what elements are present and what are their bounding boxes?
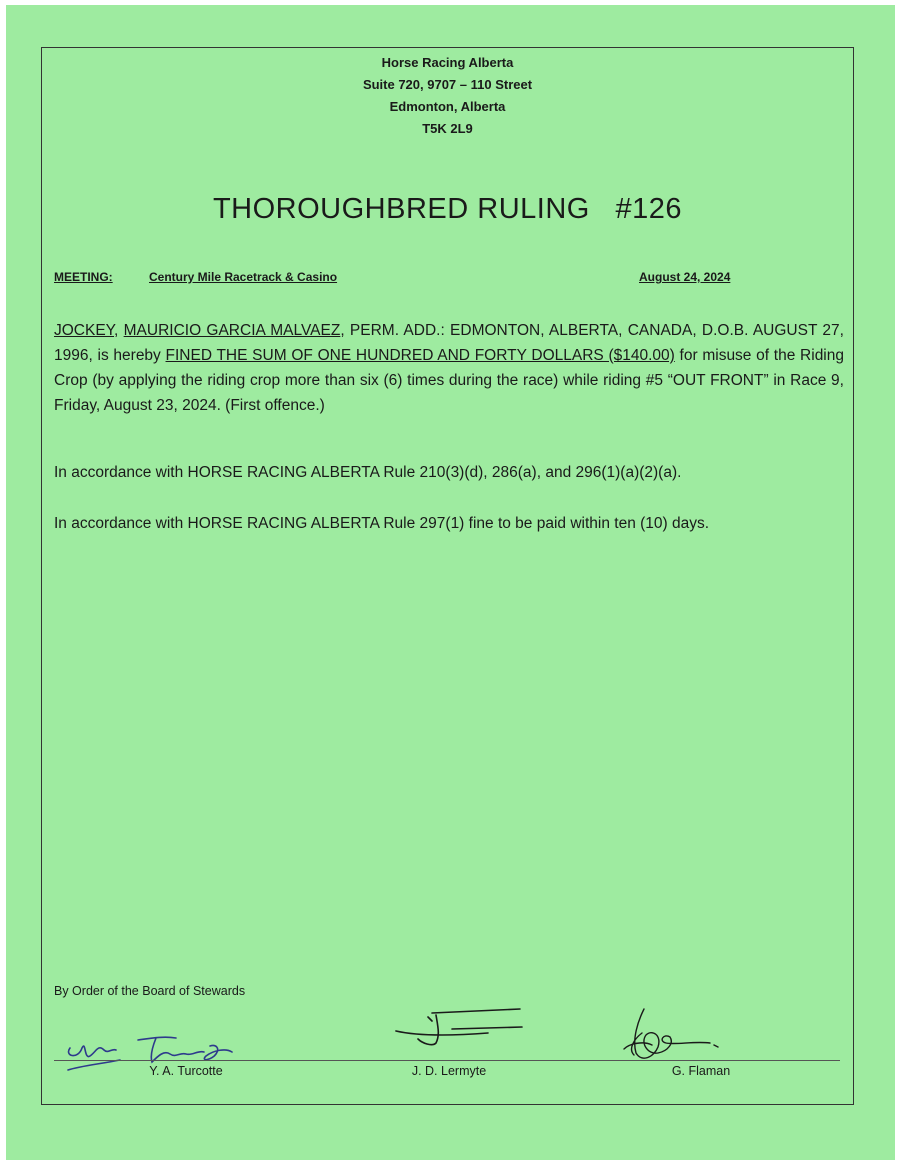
org-city: Edmonton, Alberta [389, 99, 506, 114]
steward-name-2: J. D. Lermyte [411, 1064, 487, 1078]
steward-name-3: G. Flaman [671, 1064, 731, 1078]
order-text: By Order of the Board of Stewards [54, 984, 246, 998]
rule-paragraph-2: In accordance with HORSE RACING ALBERTA Rule 297(1) fine to be paid within ten (10) days. [54, 515, 710, 532]
meeting-date: August 24, 2024 [639, 270, 731, 284]
meeting-label: MEETING: [54, 270, 113, 284]
lermyte-signature [392, 1003, 532, 1053]
document-sheet [6, 5, 895, 1160]
org-name: Horse Racing Alberta [381, 55, 514, 70]
ruling-paragraph [54, 318, 844, 418]
steward-name-1: Y. A. Turcotte [149, 1064, 223, 1078]
flaman-signature [614, 1003, 734, 1073]
ruling-sep: , [114, 322, 124, 339]
ruling-details: for misuse of the Riding Crop (by applying the riding crop more than six (6) times during the race) while riding #5 “OUT FRONT” in Race 9, Friday, August 23, 2024. (First offence.) [54, 347, 844, 414]
ruling-role: JOCKEY [54, 322, 115, 339]
meeting-venue: Century Mile Racetrack & Casino [149, 270, 338, 284]
page-title: THOROUGHBRED RULING #126 [212, 193, 683, 225]
rule-paragraph-1: In accordance with HORSE RACING ALBERTA Rule 210(3)(d), 286(a), and 296(1)(a)(2)(a). [54, 464, 682, 481]
org-address: Suite 720, 9707 – 110 Street [362, 77, 533, 92]
ruling-name: MAURICIO GARCIA MALVAEZ [123, 322, 341, 339]
ruling-address-dob: , PERM. ADD.: EDMONTON, ALBERTA, CANADA, D.O.B. AUGUST 27, 1996, is hereby [54, 322, 844, 364]
signature-line [54, 1060, 840, 1061]
document-frame [41, 47, 854, 1105]
ruling-penalty: FINED THE SUM OF ONE HUNDRED AND FORTY DOLLARS ($140.00) [165, 347, 675, 364]
org-postal: T5K 2L9 [422, 121, 473, 136]
